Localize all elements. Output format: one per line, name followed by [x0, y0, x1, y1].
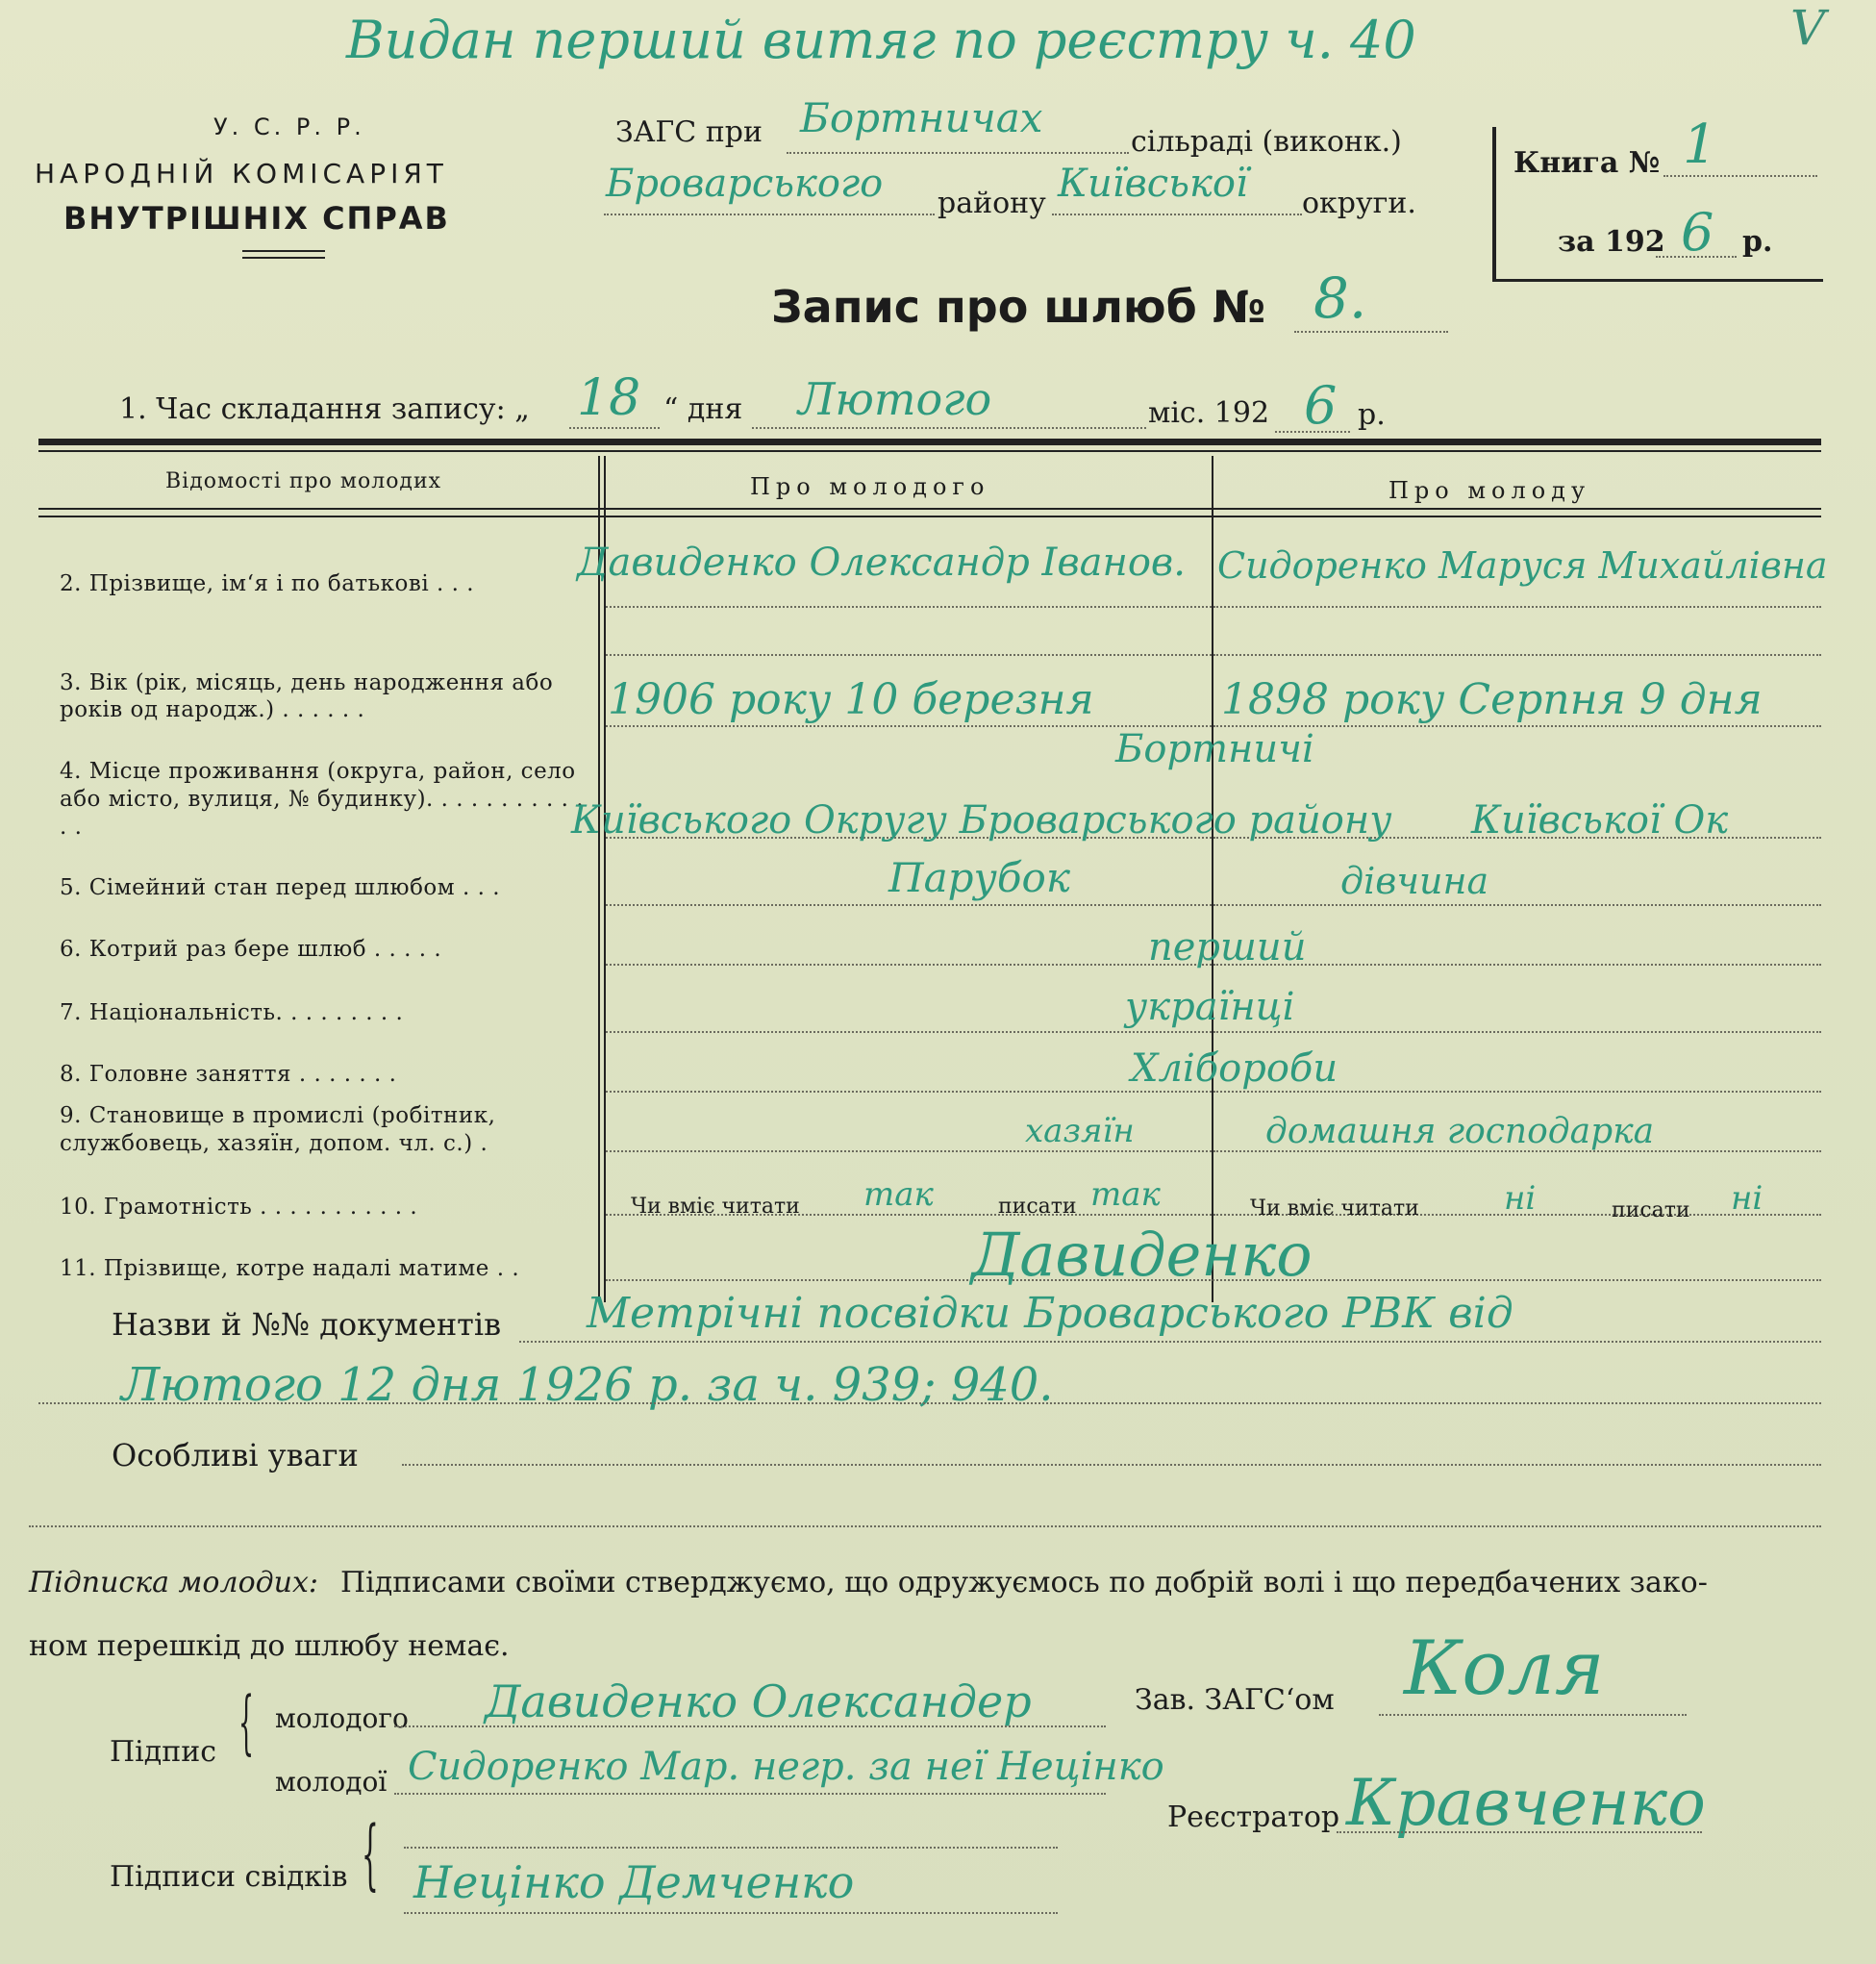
zags-okrug-label: округи. — [1302, 187, 1416, 220]
head-signature: Коля — [1404, 1625, 1605, 1712]
future-surname-value: Давиденко — [971, 1220, 1313, 1290]
table-header-rule — [38, 508, 1821, 510]
row-label-name: 2. Прізвище, ім‘я і по батькові . . . — [60, 571, 475, 596]
issuer-department: ВНУТРІШНІХ СПРАВ — [63, 200, 450, 237]
zags-village-value: Бортничах — [800, 94, 1043, 141]
head-signature-label: Зав. ЗАГС‘ом — [1135, 1683, 1335, 1717]
book-box-bottom-border — [1492, 279, 1823, 282]
row-line-bride-5 — [1213, 904, 1821, 906]
documents-label: Назви й №№ документів — [112, 1306, 502, 1343]
bride-residence: Київської Ок — [1471, 798, 1729, 843]
record-year-digit: 6 — [1304, 375, 1338, 436]
book-year-suffix: р. — [1742, 225, 1773, 259]
table-header-rule-2 — [38, 516, 1821, 517]
record-time-label: 1. Час складання запису: „ — [119, 392, 530, 426]
groom-read-value: так — [863, 1175, 934, 1214]
issuer-country: У. С. Р. Р. — [213, 113, 365, 140]
zags-prefix: ЗАГС при — [615, 115, 763, 149]
record-day-suffix: “ дня — [663, 392, 743, 426]
row-label-occupation: 8. Головне заняття . . . . . . . — [60, 1062, 397, 1087]
remarks-label: Особливі уваги — [112, 1437, 359, 1473]
bride-read-value: ні — [1504, 1179, 1537, 1218]
corner-check-mark: V — [1790, 0, 1826, 56]
remarks-line-2 — [29, 1525, 1821, 1527]
record-number: 8. — [1313, 265, 1367, 331]
remarks-line-1 — [402, 1464, 1821, 1466]
groom-write-label: писати — [998, 1195, 1077, 1219]
zags-council-label: сільраді (виконк.) — [1131, 125, 1402, 159]
row-label-marriage-count: 6. Котрий раз бере шлюб . . . . . — [60, 937, 442, 962]
shared-village: Бортничі — [1115, 727, 1314, 771]
bride-birth: 1898 року Серпня 9 дня — [1221, 675, 1763, 724]
record-day: 18 — [577, 369, 641, 427]
documents-line-1 — [519, 1341, 1821, 1343]
bride-write-label: писати — [1612, 1198, 1690, 1222]
zags-district-line — [604, 214, 935, 215]
zags-district-label: району — [938, 187, 1046, 220]
record-year-suffix: р. — [1358, 398, 1386, 432]
header-groom: Про молодого — [750, 473, 990, 500]
groom-full-name: Давиденко Олександр Іванов. — [577, 541, 1186, 585]
page-title: Запис про шлюб № — [771, 281, 1266, 333]
row-line-bride-7 — [1213, 1031, 1821, 1033]
groom-marital-status: Парубок — [888, 854, 1070, 901]
groom-position: хазяїн — [1025, 1112, 1135, 1150]
row-line-groom-1 — [606, 606, 1212, 608]
groom-signature: Давиденко Олександер — [485, 1675, 1032, 1727]
witness-brace: { — [362, 1809, 379, 1899]
registrar-signature: Кравченко — [1346, 1766, 1706, 1840]
head-signature-line — [1379, 1714, 1687, 1716]
row-label-future-surname: 11. Прізвище, котре надалі матиме . . — [60, 1256, 520, 1281]
signature-label: Підпис — [110, 1735, 217, 1769]
declaration-text-1: Підписами своїми стверджуємо, що одружуємось по добрій волі і що передбачених зако- — [340, 1566, 1708, 1599]
row-line-bride-1b — [1213, 654, 1821, 656]
book-year-line — [1656, 256, 1737, 258]
documents-line-2 — [38, 1402, 1821, 1404]
row-line-bride-1 — [1213, 606, 1821, 608]
declaration-lead: Підписка молодих: — [29, 1566, 319, 1599]
bride-write-value: ні — [1731, 1179, 1763, 1218]
row-line-groom-1b — [606, 654, 1212, 656]
bride-full-name: Сидоренко Маруся Михайлівна — [1217, 544, 1828, 587]
record-number-line — [1294, 331, 1448, 333]
documents-value-line1: Метрічні посвідки Броварського РВК від — [587, 1289, 1513, 1338]
bride-signature-line — [394, 1793, 1106, 1795]
record-year-line — [1275, 431, 1350, 433]
bride-signature-label: молодої — [275, 1766, 388, 1798]
groom-signature-line — [394, 1725, 1106, 1727]
book-box-left-border — [1492, 127, 1496, 281]
row-label-position: 9. Становище в промислі (робітник, службовець, хазяїн, допом. чл. с.) . — [60, 1103, 496, 1156]
witness-line-2 — [404, 1912, 1058, 1914]
marriage-count-value: перший — [1148, 925, 1307, 969]
row-label-residence: 4. Місце проживання (округа, район, село або місто, вулиця, № будинку). . . . . . . . . . . . . — [60, 759, 585, 840]
registrar-label: Реєстратор — [1167, 1800, 1340, 1834]
row-label-age: 3. Вік (рік, місяць, день народження або років од народж.) . . . . . . — [60, 670, 554, 722]
record-month: Лютого — [798, 373, 992, 425]
witness-signatures: Нецінко Демченко — [413, 1856, 855, 1908]
signature-brace: { — [238, 1681, 255, 1762]
row-line-groom-7 — [606, 1031, 1212, 1033]
bride-marital-status: дівчина — [1340, 860, 1489, 902]
zags-okrug-line — [1052, 214, 1302, 215]
book-number-line — [1663, 175, 1817, 177]
row-line-groom-5 — [606, 904, 1212, 906]
zags-district-value: Броварського — [606, 162, 884, 206]
issuer-underline — [242, 250, 325, 252]
row-line-groom-6 — [606, 964, 1212, 966]
row-label-marital-status: 5. Сімейний стан перед шлюбом . . . — [60, 875, 501, 900]
groom-read-label: Чи вміє читати — [631, 1195, 800, 1219]
registrar-signature-line — [1337, 1831, 1702, 1833]
groom-birth: 1906 року 10 березня — [608, 675, 1094, 724]
book-label: Книга № — [1513, 146, 1661, 180]
groom-write-value: так — [1090, 1175, 1161, 1214]
book-year-prefix: за 192 — [1558, 225, 1665, 259]
table-col-divider-2 — [1212, 456, 1213, 1302]
witness-signature-label: Підписи свідків — [110, 1860, 348, 1894]
table-top-rule — [38, 439, 1821, 445]
row-label-literacy: 10. Грамотність . . . . . . . . . . . — [60, 1195, 418, 1220]
table-top-rule-thin — [38, 450, 1821, 452]
row-line-groom-8 — [606, 1091, 1212, 1093]
record-month-label: міс. 192 — [1148, 396, 1270, 430]
top-handwritten-note: Видан перший витяг по реєстру ч. 40 — [346, 10, 1416, 70]
row-line-bride-8 — [1213, 1091, 1821, 1093]
book-year-digit: 6 — [1681, 202, 1714, 263]
row-line-groom-9 — [606, 1150, 1212, 1152]
row-label-nationality: 7. Національність. . . . . . . . . — [60, 1000, 404, 1025]
occupation-value: Хлібороби — [1131, 1046, 1338, 1091]
declaration-text-2: ном перешкід до шлюбу немає. — [29, 1629, 510, 1663]
bride-signature: Сидоренко Мар. негр. за неї Нецінко — [408, 1745, 1164, 1789]
issuer-commissariat: НАРОДНІЙ КОМІСАРІЯТ — [35, 158, 448, 189]
bride-read-label: Чи вміє читати — [1250, 1196, 1419, 1221]
record-day-line — [569, 427, 660, 429]
issuer-underline-2 — [242, 257, 325, 259]
zags-okrug-value: Київської — [1058, 162, 1248, 206]
groom-signature-label: молодого — [275, 1702, 409, 1734]
nationality-value: українці — [1125, 985, 1295, 1029]
documents-value-line2: Лютого 12 дня 1926 р. за ч. 939; 940. — [121, 1358, 1054, 1412]
book-number: 1 — [1683, 113, 1717, 176]
groom-residence: Київського Округу Броварського району — [571, 798, 1392, 843]
bride-position: домашня господарка — [1265, 1112, 1655, 1151]
header-info: Відомості про молодих — [165, 469, 442, 493]
zags-village-line — [787, 152, 1129, 154]
header-bride: Про молоду — [1388, 477, 1591, 504]
record-month-line — [752, 427, 1146, 429]
witness-line-1 — [404, 1847, 1058, 1849]
